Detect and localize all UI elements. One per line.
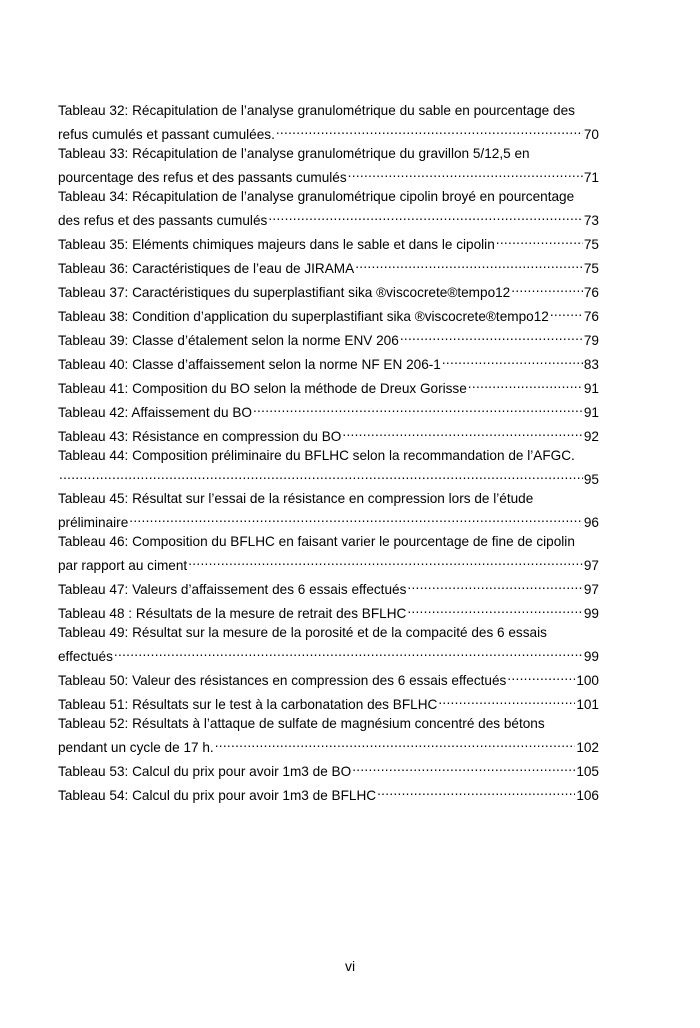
toc-entry-title: par rapport au ciment xyxy=(58,558,188,573)
toc-entry-page: 75 xyxy=(583,237,599,252)
toc-entry-title: Tableau 44: Composition préliminaire du BFLHC selon la recommandation de l’AFGC. xyxy=(58,448,575,463)
dot-leader xyxy=(352,757,575,776)
toc-entry-title: Tableau 40: Classe d’affaissement selon la norme NF EN 206-1 xyxy=(58,357,441,372)
toc-entry[interactable] xyxy=(58,575,599,599)
toc-entry-page: 97 xyxy=(583,558,599,573)
dot-leader xyxy=(253,398,583,417)
toc-entry-page: 71 xyxy=(583,170,599,185)
toc-entry-page: 70 xyxy=(583,127,599,142)
toc-entry-page: 95 xyxy=(583,472,599,487)
toc-entry-title: Tableau 47: Valeurs d’affaissement des 6 essais effectués xyxy=(58,582,407,597)
dot-leader xyxy=(550,302,583,321)
toc-entry[interactable] xyxy=(58,144,599,187)
toc-entry-title: Tableau 45: Résultat sur l’essai de la résistance en compression lors de l’étude xyxy=(58,491,534,506)
toc-entry-page: 92 xyxy=(583,429,599,444)
list-of-tables xyxy=(58,101,599,805)
dot-leader xyxy=(59,465,583,484)
toc-entry-page: 97 xyxy=(583,582,599,597)
toc-entry-page: 73 xyxy=(583,213,599,228)
toc-entry-title: Tableau 34: Récapitulation de l’analyse granulométrique cipolin broyé en pourcentage xyxy=(58,189,575,204)
toc-entry[interactable] xyxy=(58,666,599,690)
toc-entry-title: Tableau 43: Résistance en compression du BO xyxy=(58,429,342,444)
dot-leader xyxy=(355,254,583,273)
toc-entry-title: Tableau 49: Résultat sur la mesure de la porosité et de la compacité des 6 essais xyxy=(58,625,547,640)
toc-entry[interactable] xyxy=(58,690,599,714)
toc-entry[interactable] xyxy=(58,278,599,302)
toc-entry[interactable] xyxy=(58,254,599,278)
dot-leader xyxy=(348,163,583,182)
dot-leader xyxy=(468,374,583,393)
dot-leader xyxy=(215,733,576,752)
toc-entry-title: Tableau 41: Composition du BO selon la méthode de Dreux Gorisse xyxy=(58,381,467,396)
toc-entry[interactable] xyxy=(58,446,599,489)
toc-entry-page: 101 xyxy=(576,697,599,712)
toc-entry[interactable] xyxy=(58,532,599,575)
dot-leader xyxy=(276,120,583,139)
toc-entry-title: Tableau 35: Eléments chimiques majeurs dans le sable et dans le cipolin xyxy=(58,237,495,252)
dot-leader xyxy=(342,422,583,441)
toc-entry-page: 83 xyxy=(583,357,599,372)
toc-entry[interactable] xyxy=(58,623,599,666)
dot-leader xyxy=(496,230,583,249)
toc-entry-title: pendant un cycle de 17 h. xyxy=(58,740,214,755)
toc-entry-title: Tableau 52: Résultats à l’attaque de sulfate de magnésium concentré des bétons xyxy=(58,716,545,731)
toc-entry-title: Tableau 36: Caractéristiques de l’eau de JIRAMA xyxy=(58,261,355,276)
toc-entry[interactable] xyxy=(58,599,599,623)
toc-entry-title: Tableau 51: Résultats sur le test à la carbonatation des BFLHC xyxy=(58,697,438,712)
toc-entry-title: Tableau 32: Récapitulation de l’analyse granulométrique du sable en pourcentage des xyxy=(58,103,575,118)
dot-leader xyxy=(188,551,583,570)
dot-leader xyxy=(407,599,583,618)
toc-entry[interactable] xyxy=(58,326,599,350)
toc-entry-page: 99 xyxy=(583,649,599,664)
toc-entry-title: effectués xyxy=(58,649,113,664)
toc-entry[interactable] xyxy=(58,187,599,230)
toc-entry-page: 96 xyxy=(583,515,599,530)
page-number: vi xyxy=(344,958,356,974)
dot-leader xyxy=(400,326,583,345)
dot-leader xyxy=(407,575,583,594)
toc-entry-page: 76 xyxy=(583,285,599,300)
toc-entry-page: 100 xyxy=(576,673,599,688)
dot-leader xyxy=(114,642,583,661)
toc-entry-title: Tableau 48 : Résultats de la mesure de retrait des BFLHC xyxy=(58,606,407,621)
toc-entry-title: Tableau 33: Récapitulation de l’analyse granulométrique du gravillon 5/12,5 en xyxy=(58,146,530,161)
toc-entry-title: pourcentage des refus et des passants cumulés xyxy=(58,170,347,185)
toc-entry-page: 75 xyxy=(583,261,599,276)
dot-leader xyxy=(377,781,575,800)
dot-leader xyxy=(268,206,583,225)
toc-entry-title: Tableau 53: Calcul du prix pour avoir 1m3 de BO xyxy=(58,764,352,779)
toc-entry-title: Tableau 37: Caractéristiques du superplastifiant sika ®viscocrete®tempo12 xyxy=(58,285,511,300)
toc-entry[interactable] xyxy=(58,101,599,144)
toc-entry-title: des refus et des passants cumulés xyxy=(58,213,268,228)
toc-entry-title: refus cumulés et passant cumulées. xyxy=(58,127,275,142)
toc-entry-page: 106 xyxy=(576,788,599,803)
toc-entry-title: préliminaire xyxy=(58,515,129,530)
toc-entry-page: 102 xyxy=(576,740,599,755)
toc-entry[interactable] xyxy=(58,714,599,757)
toc-entry[interactable] xyxy=(58,422,599,446)
toc-entry-page: 91 xyxy=(583,381,599,396)
toc-entry[interactable] xyxy=(58,489,599,532)
toc-entry-page: 91 xyxy=(583,405,599,420)
toc-entry-page: 76 xyxy=(583,309,599,324)
toc-entry[interactable] xyxy=(58,230,599,254)
dot-leader xyxy=(442,350,583,369)
dot-leader xyxy=(507,666,575,685)
toc-entry[interactable] xyxy=(58,374,599,398)
toc-entry-title: Tableau 54: Calcul du prix pour avoir 1m3 de BFLHC xyxy=(58,788,377,803)
toc-entry[interactable] xyxy=(58,350,599,374)
dot-leader xyxy=(511,278,583,297)
toc-entry[interactable] xyxy=(58,757,599,781)
toc-entry-title: Tableau 46: Composition du BFLHC en faisant varier le pourcentage de fine de cipolin xyxy=(58,534,575,549)
toc-entry-title: Tableau 38: Condition d’application du superplastifiant sika ®viscocrete®tempo12 xyxy=(58,309,549,324)
dot-leader xyxy=(129,508,583,527)
toc-entry-title: Tableau 50: Valeur des résistances en compression des 6 essais effectués xyxy=(58,673,507,688)
toc-entry[interactable] xyxy=(58,398,599,422)
toc-entry-title: Tableau 42: Affaissement du BO xyxy=(58,405,252,420)
dot-leader xyxy=(438,690,575,709)
toc-entry-page: 99 xyxy=(583,606,599,621)
toc-entry[interactable] xyxy=(58,781,599,805)
toc-entry-title: Tableau 39: Classe d’étalement selon la norme ENV 206 xyxy=(58,333,399,348)
toc-entry-page: 105 xyxy=(576,764,599,779)
toc-entry-page: 79 xyxy=(583,333,599,348)
toc-entry[interactable] xyxy=(58,302,599,326)
